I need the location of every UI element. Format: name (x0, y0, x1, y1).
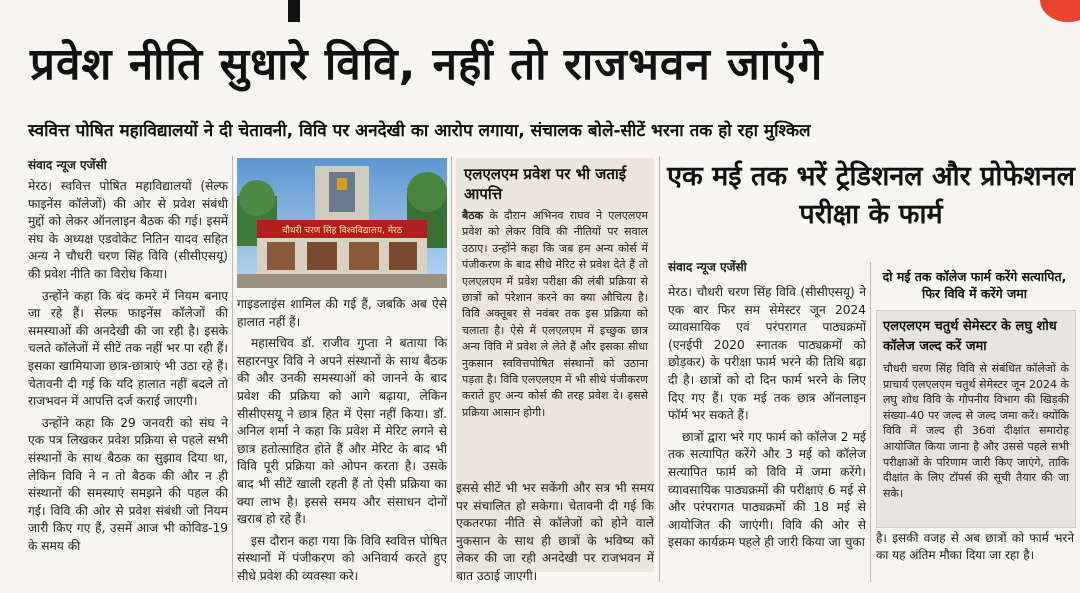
story2-para-2: छात्रों द्वारा भरे गए फार्म को कॉलेज 2 मई तक सत्यापित करेंगे और 3 मई को कॉलेज सत्यापित फार्म को विवि में जमा करेंगे। व्यावसायिक पाठ्यक्रमों की परीक्षाएं 6 मई से और परंपरागत पाठ्यक्रमों की 18 मई से आयोजित की जाएंगी। विवि की ओर से इसका कार्यक्रम पहले ही जारी किया जा चुका (668, 429, 866, 550)
story2-headline: एक मई तक भरें ट्रेडिशनल और प्रोफेशनल परीक्षा के फार्म (667, 161, 1075, 230)
story1-column-2 (237, 296, 447, 590)
llm-research-text: चौधरी चरण सिंह विवि से संबंधित कॉलेजों के प्राचार्य एलएलएम चतुर्थ सेमेस्टर जून 2024 के लघु शोध विवि के गोपनीय विभाग की खिड़की संख्या-40 पर जल्द से जल्द जमा करें। क्योंकि विवि में जल्द ही 36वां दीक्षांत समारोह आयोजित किया जाना है और उससे पहले सभी परीक्षाओं के परिणाम जारी किए जाएंगे, ताकि दीक्षांत के लिए टॉपर्स की सूची तैयार की जा सके। (883, 362, 1069, 500)
top-mark (288, 0, 300, 22)
university-gate-illustration (237, 158, 447, 288)
gate-sign-text: चौधरी चरण सिंह विश्वविद्यालय, मेरठ (281, 226, 403, 236)
story1-continuation-text: इससे सीटें भी भर सकेंगी और सत्र भी समय पर संचालित हो सकेगा। चेतावनी दी गई कि एकतरफा नीति से कॉलेजों को होने वाले नुकसान के साथ ही छात्रों के भविष्य को लेकर की जा रही अनदेखी पर राजभवन में बात उठाई जाएगी। (456, 481, 654, 583)
llm-box-title: एलएलएम प्रवेश पर भी जताई आपत्ति (464, 165, 627, 203)
story2-byline: संवाद न्यूज एजेंसी (668, 260, 747, 274)
llm-box-body: के दौरान अभिनव राघव ने एलएलएम प्रवेश को लेकर विवि की नीतियों पर सवाल उठाए। उन्होंने कहा कि जब हम अन्य कोर्स में पंजीकरण के बाद सीधे मेरिट से प्रवेश देते हैं तो एलएलएम में प्रवेश परीक्षा की लंबी प्रक्रिया से छात्रों को परेशान करने का क्या औचित्य है। विवि अक्तूबर से नवंबर तक इस प्रक्रिया को चलाता है। ऐसे में एलएलएम में इच्छुक छात्र अन्य विवि में प्रवेश ले लेते हैं और इसका सीधा नुकसान स्ववित्तपोषित संस्थानों को उठाना पड़ता है। विवि एलएलएम में भी सीधे पंजीकरण कराते हुए अन्य कोर्स की तरह प्रवेश दे। इससे प्रक्रिया आसान होगी। (462, 209, 648, 419)
story1-col2-para-2: महासचिव डॉ. राजीव गुप्ता ने बताया कि सहारनपुर विवि ने अपने संस्थानों के साथ बैठक की और उनकी समस्याओं को जानने के बाद प्रवेश की प्रक्रिया को आगे बढ़ाया, लेकिन सीसीएसयू ने छात्र हित में ऐसा नहीं किया। डॉ. अनिल शर्मा ने कहा कि प्रवेश में मेरिट लगने से छात्र हतोत्साहित होते हैं और मेरिट के बाद भी विवि पूरी प्रक्रिया को ओपन करता है। उसके बाद भी सीटें खाली रहती हैं तो ऐसी प्रक्रिया का क्या लाभ है। इससे समय और संसाधन दोनों खराब हो रहे हैं। (237, 336, 447, 527)
red-corner-badge (1040, 0, 1080, 22)
story1-col2-para-1: गाइडलाइंस शामिल की गई हैं, जबकि अब ऐसे हालात नहीं हैं। (237, 297, 447, 329)
story1-col1-para-1: मेरठ। स्ववित्त पोषित महाविद्यालयों (सेल्फ फाइनेंस कॉलेजों) की ओर से प्रवेश संबंधी मुद्दों को लेकर ऑनलाइन बैठक की गई। इसमें संघ के अध्यक्ष एडवोकेट नितिन यादव सहित अन्य ने चौधरी चरण सिंह विवि (सीसीएसयू) की प्रवेश नीति का विरोध किया। (28, 179, 228, 281)
llm-research-box (876, 310, 1076, 528)
column-divider (232, 156, 233, 582)
story2-para-1: मेरठ। चौधरी चरण सिंह विवि (सीसीएसयू) ने एक बार फिर सम सेमेस्टर जून 2024 व्यावसायिक एवं परंपरागत पाठ्यक्रमों (एनईपी 2020 स्नातक पाठ्यक्रमों को छोड़कर) के परीक्षा फार्म भरने की तिथि बढ़ा दी है। छात्रों को दो दिन फार्म भरने के लिए दिए गए हैं। एक मई तक छात्र ऑनलाइन फॉर्म भर सकते हैं। (668, 285, 866, 423)
column-divider (451, 156, 452, 582)
story2-ending: है। इसकी वजह से अब छात्रों को फार्म भरने का यह अंतिम मौका दिया जा रहा है। (876, 531, 1074, 562)
page-subheadline: स्ववित्त पोषित महाविद्यालयों ने दी चेतावनी, विवि पर अनदेखी का आरोप लगाया, संचालक बोले-सीटें भरना तक हो रहा मुश्किल (28, 121, 811, 141)
story1-col1-para-3: उन्होंने कहा कि 29 जनवरी को संघ ने एक पत्र लिखकर प्रवेश प्रक्रिया से पहले सभी संस्थानों के साथ बैठक का सुझाव दिया था, लेकिन विवि ने न तो बैठक की और न ही संस्थानों की समस्याएं समझने की पहल की गई। विवि की ओर से प्रवेश संबंधी जो नियम जारी किए गए हैं, उसमें आज भी कोविड-19 के समय की (28, 415, 228, 553)
column-divider (870, 262, 871, 582)
column-divider (659, 156, 660, 582)
story1-col2-para-3: इस दौरान कहा गया कि विवि स्ववित्त पोषित संस्थानों में पंजीकरण को अनिवार्य करते हुए सीधे प्रवेश की व्यवस्था करे। (237, 533, 447, 583)
story1-col1-para-2: उन्होंने कहा कि बंद कमरे में नियम बनाए जा रहे हैं। सेल्फ फाइनेंस कॉलेजों की समस्याओं की अनदेखी की जा रही है। इसके चलते कॉलेजों में सीटें तक नहीं भर पा रही हैं। इसका खामियाजा छात्र-छात्राएं भी उठा रहे हैं। चेतावनी दी गई कि यदि हालात नहीं बदले तो राजभवन में आपत्ति दर्ज कराई जाएगी। (28, 288, 228, 409)
llm-research-title: एलएलएम चतुर्थ सेमेस्टर के लघु शोध कॉलेज जल्द करें जमा (883, 319, 1057, 354)
page-headline: प्रवेश नीति सुधारे विवि, नहीं तो राजभवन जाएंगे (30, 39, 824, 90)
story1-continuation (456, 480, 654, 590)
llm-box-text (456, 208, 654, 421)
story2-subheading: दो मई तक कॉलेज फार्म करेंगे सत्यापित, फिर विवि में करेंगे जमा (882, 269, 1067, 301)
story1-byline: संवाद न्यूज एजेंसी (28, 158, 107, 172)
story2-column (668, 284, 866, 556)
llm-box-lead: बैठक (462, 209, 484, 222)
story1-column-1 (28, 178, 228, 559)
university-gate-photo (237, 158, 447, 288)
